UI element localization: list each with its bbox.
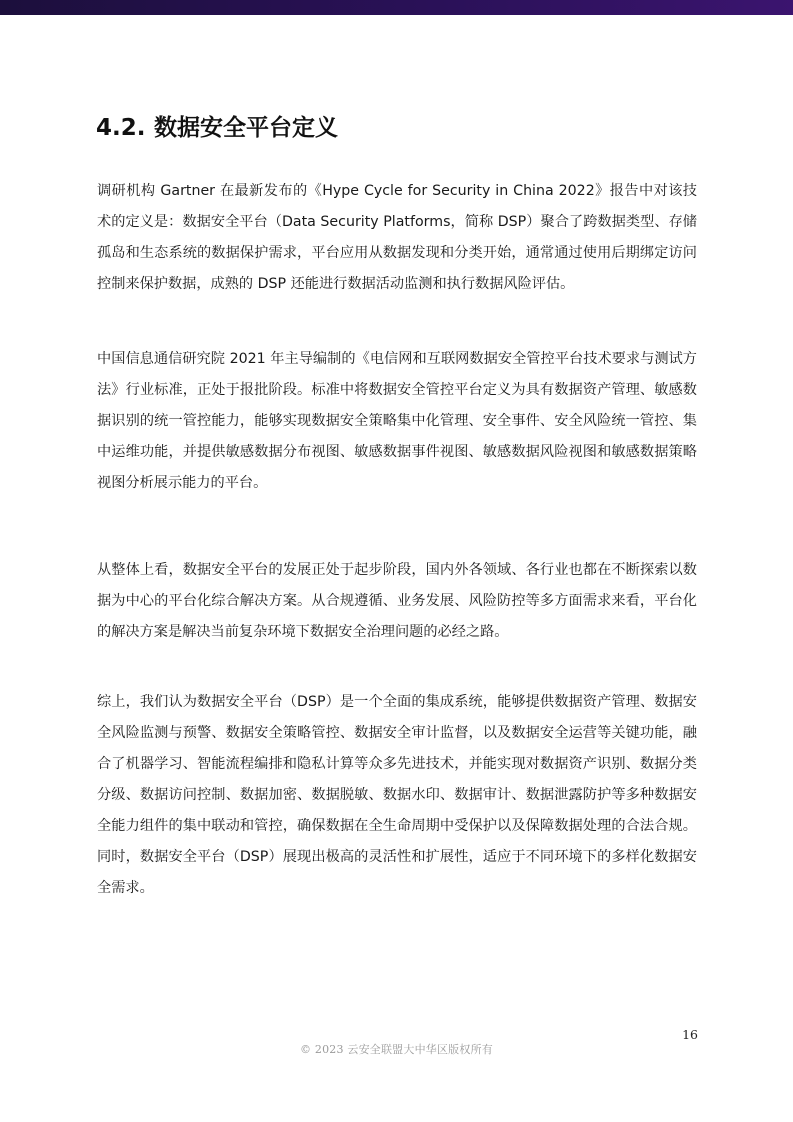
header-band (0, 0, 793, 15)
section-heading (96, 110, 696, 146)
section-number: 4.2. (96, 115, 146, 141)
page-number: 16 (682, 1027, 698, 1042)
paragraph-conclusion: 综上，我们认为数据安全平台（DSP）是一个全面的集成系统，能够提供数据资产管理、数据安全风险监测与预警、数据安全策略管控、数据安全审计监督，以及数据安全运营等关键功能，融合了机器学习、智能流程编排和隐私计算等众多先进技术，并能实现对数据资产识别、数据分类分级、数据访问控制、数据加密、数据脱敏、数据水印、数据审计、数据泄露防护等多种数据安全能力组件的集中联动和管控，确保数据在全生命周期中受保护以及保障数据处理的合法合规。同时，数据安全平台（DSP）展现出极高的灵活性和扩展性，适应于不同环境下的多样化数据安全需求。 (97, 694, 697, 896)
paragraph-gartner-definition: 调研机构 Gartner 在最新发布的《Hype Cycle for Security in China 2022》报告中对该技术的定义是：数据安全平台（Data Security Platforms，简称 DSP）聚合了跨数据类型、存储孤岛和生态系统的数据保护需求，平台应用从数据发现和分类开始，通常通过使用后期绑定访问控制来保护数据，成熟的 DSP 还能进行数据活动监测和执行数据风险评估。 (97, 183, 697, 292)
paragraph-overall-view: 从整体上看，数据安全平台的发展正处于起步阶段，国内外各领域、各行业也都在不断探索以数据为中心的平台化综合解决方案。从合规遵循、业务发展、风险防控等多方面需求来看，平台化的解决方案是解决当前复杂环境下数据安全治理问题的必经之路。 (97, 562, 697, 640)
paragraph-caict-standard: 中国信息通信研究院 2021 年主导编制的《电信网和互联网数据安全管控平台技术要求与测试方法》行业标准，正处于报批阶段。标准中将数据安全管控平台定义为具有数据资产管理、敏感数据识别的统一管控能力，能够实现数据安全策略集中化管理、安全事件、安全风险统一管控、集中运维功能，并提供敏感数据分布视图、敏感数据事件视图、敏感数据风险视图和敏感数据策略视图分析展示能力的平台。 (97, 351, 697, 491)
section-title: 数据安全平台定义 (154, 115, 338, 141)
copyright-footer: © 2023 云安全联盟大中华区版权所有 (300, 1043, 493, 1056)
